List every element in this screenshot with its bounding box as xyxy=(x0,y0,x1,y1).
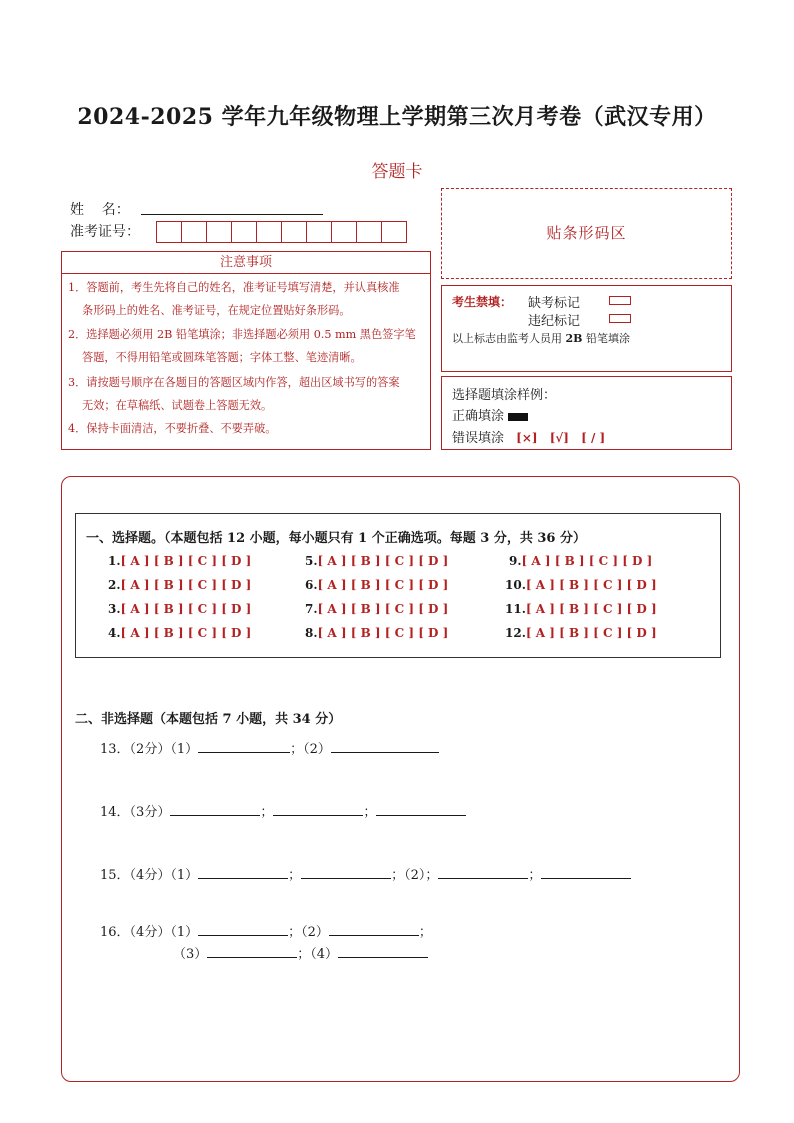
q13-blank-2[interactable] xyxy=(331,739,439,753)
question-number: 4. xyxy=(108,626,121,640)
choice-title: 一、选择题。（本题包括 12 小题，每小题只有 1 个正确选项。每题 3 分，共 36 分） xyxy=(86,531,586,546)
question-number: 5. xyxy=(305,554,318,568)
proctor-note xyxy=(452,330,630,346)
absent-mark-box[interactable] xyxy=(609,296,631,305)
id-cell[interactable] xyxy=(157,222,182,242)
choice-row[interactable] xyxy=(108,578,251,592)
wrong-mark-slash: [ / ] xyxy=(581,431,606,445)
notice-item: 2．选择题必须用 2B 铅笔填涂；非选择题必须用 0.5 mm 黑色签字笔 xyxy=(68,328,416,341)
choice-section xyxy=(75,513,721,658)
q14-blank-3[interactable] xyxy=(376,802,466,816)
wrong-sample xyxy=(452,427,605,446)
answer-options[interactable]: [ A ] [ B ] [ C ] [ D ] xyxy=(120,578,252,592)
violation-mark-box[interactable] xyxy=(609,314,631,323)
wrong-mark-check: [√] xyxy=(549,431,569,445)
q16-blank-1[interactable] xyxy=(198,922,288,936)
q14-blank-1[interactable] xyxy=(170,802,260,816)
answer-options[interactable]: [ A ] [ B ] [ C ] [ D ] xyxy=(317,626,449,640)
q15-blank-3[interactable] xyxy=(438,865,528,879)
name-field[interactable] xyxy=(141,200,323,215)
id-cell[interactable] xyxy=(332,222,357,242)
separator: ； xyxy=(260,805,274,820)
question-number: 6. xyxy=(305,578,318,592)
question-number: 7. xyxy=(305,602,318,616)
choice-row[interactable] xyxy=(505,578,657,592)
notice-item: 条形码上的姓名、准考证号，在规定位置贴好条形码。 xyxy=(82,304,351,317)
q16-part3-label: （3） xyxy=(173,947,208,962)
separator: ； xyxy=(288,868,302,883)
choice-row[interactable] xyxy=(305,626,448,640)
name-label: 姓 名： xyxy=(70,202,130,218)
question-number: 10. xyxy=(505,578,526,592)
choice-row[interactable] xyxy=(108,554,251,568)
answer-options[interactable]: [ A ] [ B ] [ C ] [ D ] xyxy=(317,554,449,568)
q16-part1-label: （1） xyxy=(170,925,199,940)
answer-options[interactable]: [ A ] [ B ] [ C ] [ D ] xyxy=(525,626,657,640)
choice-row[interactable] xyxy=(108,602,251,616)
id-cell[interactable] xyxy=(207,222,232,242)
absent-label: 缺考标记 xyxy=(528,296,581,311)
answer-options[interactable]: [ A ] [ B ] [ C ] [ D ] xyxy=(120,602,252,616)
question-number: 8. xyxy=(305,626,318,640)
question-number: 1. xyxy=(108,554,121,568)
notice-item: 1．答题前，考生先将自己的姓名，准考证号填写清楚，并认真核准 xyxy=(68,281,400,294)
notice-item: 4．保持卡面清洁，不要折叠、不要弄破。 xyxy=(68,422,277,435)
id-cell[interactable] xyxy=(382,222,406,242)
q16-part4-label: ；（4） xyxy=(297,947,339,962)
q16-blank-2[interactable] xyxy=(329,922,419,936)
q16-blank-3[interactable] xyxy=(207,944,297,958)
proctor-label: 考生禁填： xyxy=(452,295,513,309)
q15-part1-label: （1） xyxy=(170,868,199,883)
fill-sample-panel xyxy=(441,376,732,450)
q13-part2-label: ；（2） xyxy=(290,742,331,757)
question-14 xyxy=(100,801,466,820)
violation-label: 违纪标记 xyxy=(528,314,581,329)
id-cell[interactable] xyxy=(182,222,207,242)
question-number: 12. xyxy=(505,626,526,640)
proctor-panel xyxy=(441,285,732,372)
choice-row[interactable] xyxy=(505,626,657,640)
choice-row[interactable] xyxy=(305,602,448,616)
id-cell[interactable] xyxy=(307,222,332,242)
answer-options[interactable]: [ A ] [ B ] [ C ] [ D ] xyxy=(120,554,252,568)
notice-item: 3．请按题号顺序在各题目的答题区域内作答，超出区域书写的答案 xyxy=(68,376,400,389)
barcode-area xyxy=(441,188,732,279)
choice-row[interactable] xyxy=(108,626,251,640)
question-number: 9. xyxy=(509,554,522,568)
id-cell[interactable] xyxy=(282,222,307,242)
notice-item: 无效；在草稿纸、试题卷上答题无效。 xyxy=(82,399,273,412)
id-label: 准考证号： xyxy=(70,224,140,240)
question-13 xyxy=(100,738,439,757)
answer-options[interactable]: [ A ] [ B ] [ C ] [ D ] xyxy=(525,578,657,592)
id-cell[interactable] xyxy=(232,222,257,242)
q13-number: 13．（2分） xyxy=(100,742,171,757)
choice-row[interactable] xyxy=(505,602,657,616)
question-16 xyxy=(100,921,432,940)
q15-number: 15．（4分） xyxy=(100,868,171,883)
correct-label: 正确填涂 xyxy=(452,409,505,424)
q15-blank-2[interactable] xyxy=(301,865,391,879)
choice-row[interactable] xyxy=(509,554,652,568)
q15-blank-1[interactable] xyxy=(198,865,288,879)
question-15 xyxy=(100,864,631,883)
proctor-note-pencil: 2B xyxy=(565,332,583,345)
notice-item: 答题，不得用铅笔或圆珠笔答题；字体工整、笔迹清晰。 xyxy=(82,351,362,364)
q13-part1-label: （1） xyxy=(170,742,199,757)
choice-row[interactable] xyxy=(305,554,448,568)
wrong-label: 错误填涂 xyxy=(452,431,505,446)
q16-blank-4[interactable] xyxy=(338,944,428,958)
proctor-note-prefix: 以上标志由监考人员用 xyxy=(452,332,562,345)
id-cell[interactable] xyxy=(357,222,382,242)
page-title: 2024-2025 学年九年级物理上学期第三次月考卷（武汉专用） xyxy=(77,104,717,130)
choice-row[interactable] xyxy=(305,578,448,592)
q15-blank-4[interactable] xyxy=(541,865,631,879)
q14-blank-2[interactable] xyxy=(273,802,363,816)
q16-number: 16．（4分） xyxy=(100,925,171,940)
barcode-label: 贴条形码区 xyxy=(546,224,627,242)
wrong-mark-cross: [×] xyxy=(516,431,538,445)
answer-options[interactable]: [ A ] [ B ] [ C ] [ D ] xyxy=(525,602,657,616)
question-16-line-2 xyxy=(173,943,428,962)
q13-blank-1[interactable] xyxy=(198,739,290,753)
notice-panel xyxy=(61,273,431,450)
answer-options[interactable]: [ A ] [ B ] [ C ] [ D ] xyxy=(317,578,449,592)
id-cell[interactable] xyxy=(257,222,282,242)
notice-title: 注意事项 xyxy=(61,251,431,274)
filled-mark-icon xyxy=(508,413,528,421)
answer-options[interactable]: [ A ] [ B ] [ C ] [ D ] xyxy=(317,602,449,616)
separator: ； xyxy=(363,805,377,820)
answer-sheet-subtitle: 答题卡 xyxy=(371,162,423,182)
answer-options[interactable]: [ A ] [ B ] [ C ] [ D ] xyxy=(521,554,653,568)
id-number-grid[interactable] xyxy=(156,221,407,243)
question-number: 11. xyxy=(505,602,526,616)
q16-part2-label: ；（2） xyxy=(288,925,329,940)
answer-options[interactable]: [ A ] [ B ] [ C ] [ D ] xyxy=(120,626,252,640)
separator: ； xyxy=(418,925,432,940)
sample-title: 选择题填涂样例： xyxy=(452,388,557,403)
question-number: 2. xyxy=(108,578,121,592)
q15-part2-label: ；（2）； xyxy=(391,868,439,883)
correct-sample xyxy=(452,405,528,424)
proctor-note-suffix: 铅笔填涂 xyxy=(585,332,630,345)
question-number: 3. xyxy=(108,602,121,616)
q14-number: 14．（3分） xyxy=(100,805,171,820)
nonchoice-title: 二、非选择题（本题包括 7 小题，共 34 分） xyxy=(75,712,342,727)
separator: ； xyxy=(528,868,542,883)
